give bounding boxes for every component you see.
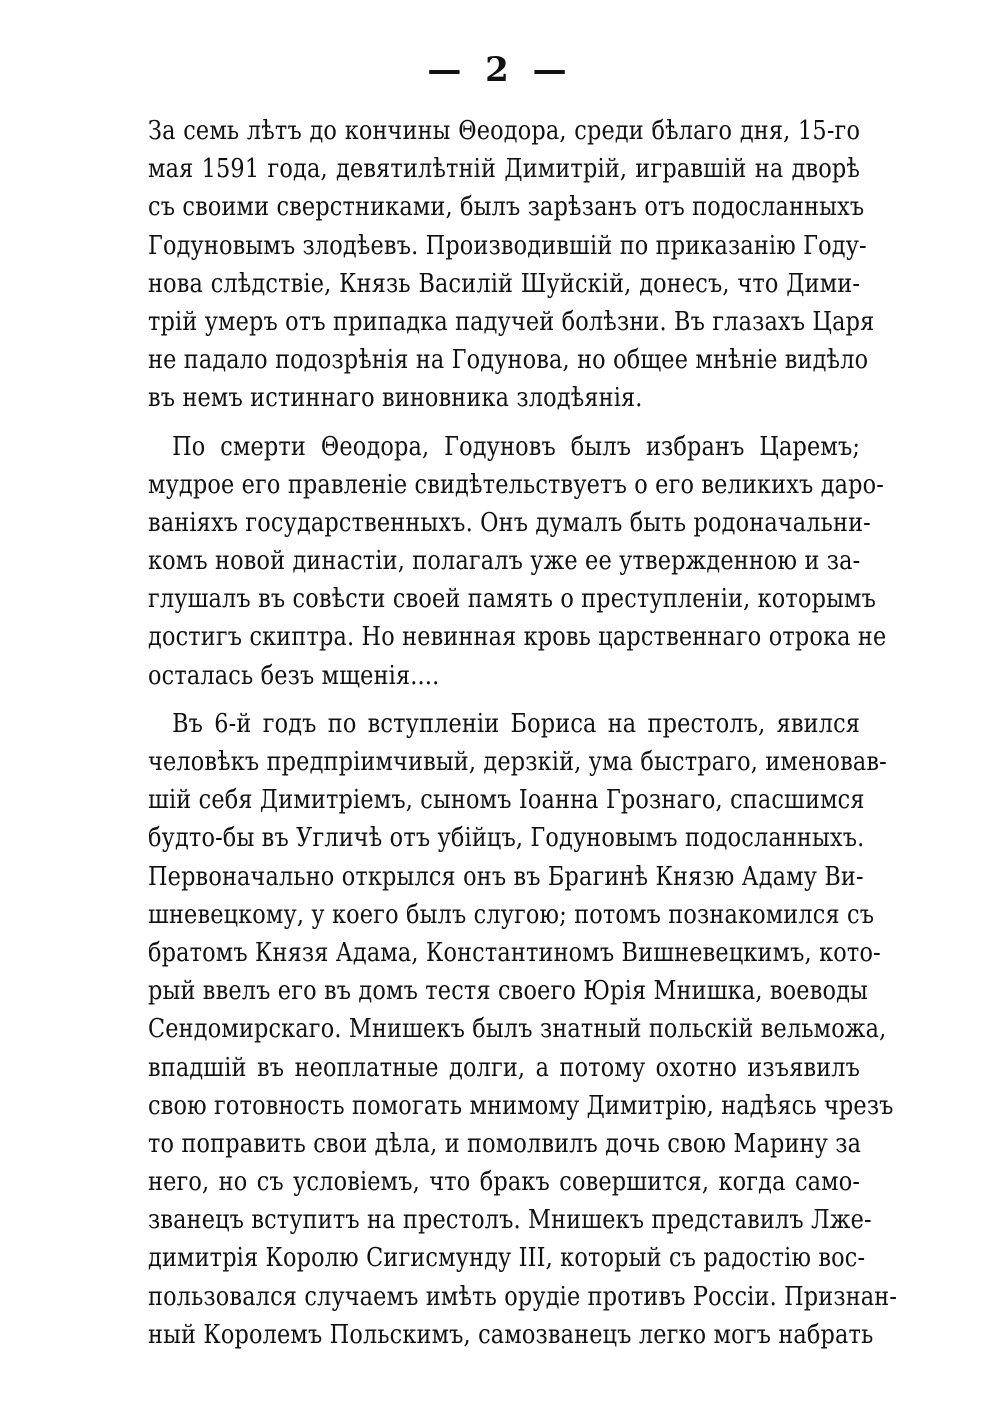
- text-line: человѣкъ предпрiимчивый, дерзкiй, ума быстраго, именовав-: [148, 747, 887, 777]
- text-line: нова слѣдствiе, Князь Василiй Шуйскiй, донесъ, что Дими-: [148, 268, 861, 299]
- text-line: комъ новой династiи, полагалъ уже ее утвержденною и за-: [148, 546, 861, 577]
- text-line: Въ 6-й годъ по вступленiи Бориса на престолъ, явился: [172, 708, 861, 739]
- text-line: то поправить свои дѣла, и помолвилъ дочь свою Марину за: [148, 1128, 862, 1159]
- text-line: Первоначально открылся онъ въ Брагинѣ Князю Адаму Ви-: [148, 861, 864, 892]
- text-line: ный Королемъ Польскимъ, самозванецъ легко могъ набрать: [148, 1319, 874, 1350]
- text-line: шневецкому, у коего былъ слугою; потомъ познакомился съ: [148, 899, 875, 930]
- text-line: ванiяхъ государственныхъ. Онъ думалъ быть родоначальни-: [148, 507, 871, 538]
- text-line: За семь лѣтъ до кончины Θеодора, среди бѣлаго дня, 15-го: [148, 116, 861, 146]
- page-number: — 2 —: [427, 50, 573, 90]
- text-line: будто-бы въ Угличѣ отъ убiйцъ, Годуновымъ подосланныхъ.: [148, 823, 865, 854]
- page-text: [148, 112, 898, 1354]
- text-line: не падало подозрѣнiя на Годунова, но общее мнѣнiе видѣло: [148, 345, 869, 376]
- text-line: шiй себя Димитрiемъ, сыномъ Iоанна Грознаго, спасшимся: [148, 785, 865, 816]
- text-line: рый ввелъ его въ домъ тестя своего Юрiя Мнишка, воеводы: [148, 976, 868, 1007]
- text-line: него, но съ условiемъ, что бракъ совершится, когда само-: [148, 1167, 861, 1198]
- text-line: братомъ Князя Адама, Константиномъ Вишневецкимъ, кото-: [148, 937, 881, 968]
- paragraph: [148, 428, 887, 695]
- text-line: свою готовность помогать мнимому Димитрiю, надѣясь чрезъ: [148, 1090, 894, 1121]
- text-line: Сендомирскаго. Мнишекъ былъ знатный польскiй вельможа,: [148, 1014, 887, 1045]
- text-line: Годуновымъ злодѣевъ. Производившiй по приказанiю Году-: [148, 230, 867, 261]
- text-line: званецъ вступитъ на престолъ. Мнишекъ представилъ Лже-: [148, 1205, 872, 1236]
- text-line: пользовался случаемъ имѣть орудiе противъ Россiи. Признан-: [148, 1281, 898, 1312]
- text-line: достигъ скиптра. Но невинная кровь царственнаго отрока не: [148, 622, 887, 653]
- text-line: димитрiя Королю Сигисмунду III, который съ радостiю вос-: [148, 1243, 866, 1274]
- paragraph-gap: [148, 695, 860, 705]
- text-line: съ своими сверстниками, былъ зарѣзанъ отъ подосланныхъ: [148, 192, 865, 223]
- text-line: мая 1591 года, девятилѣтнiй Димитрiй, игравшiй на дворѣ: [148, 154, 861, 185]
- paragraph-gap: [148, 418, 860, 428]
- text-line: мудрое его правленiе свидѣтельствуетъ о его великихъ даро-: [148, 469, 884, 500]
- text-line: осталась безъ мщенiя....: [148, 660, 440, 691]
- paragraph: [148, 705, 898, 1354]
- text-line: въ немъ истиннаго виновника злодѣянiя.: [148, 383, 643, 414]
- text-line: По смерти Θеодора, Годуновъ былъ избранъ Царемъ;: [172, 431, 861, 462]
- text-line: трiй умеръ отъ припадка падучей болѣзни. Въ глазахъ Царя: [148, 306, 875, 337]
- text-line: глушалъ въ совѣсти своей память о преступленiи, которымъ: [148, 584, 877, 615]
- paragraph: [148, 112, 875, 418]
- text-line: впадшiй въ неоплатные долги, а потому охотно изъявилъ: [148, 1052, 861, 1083]
